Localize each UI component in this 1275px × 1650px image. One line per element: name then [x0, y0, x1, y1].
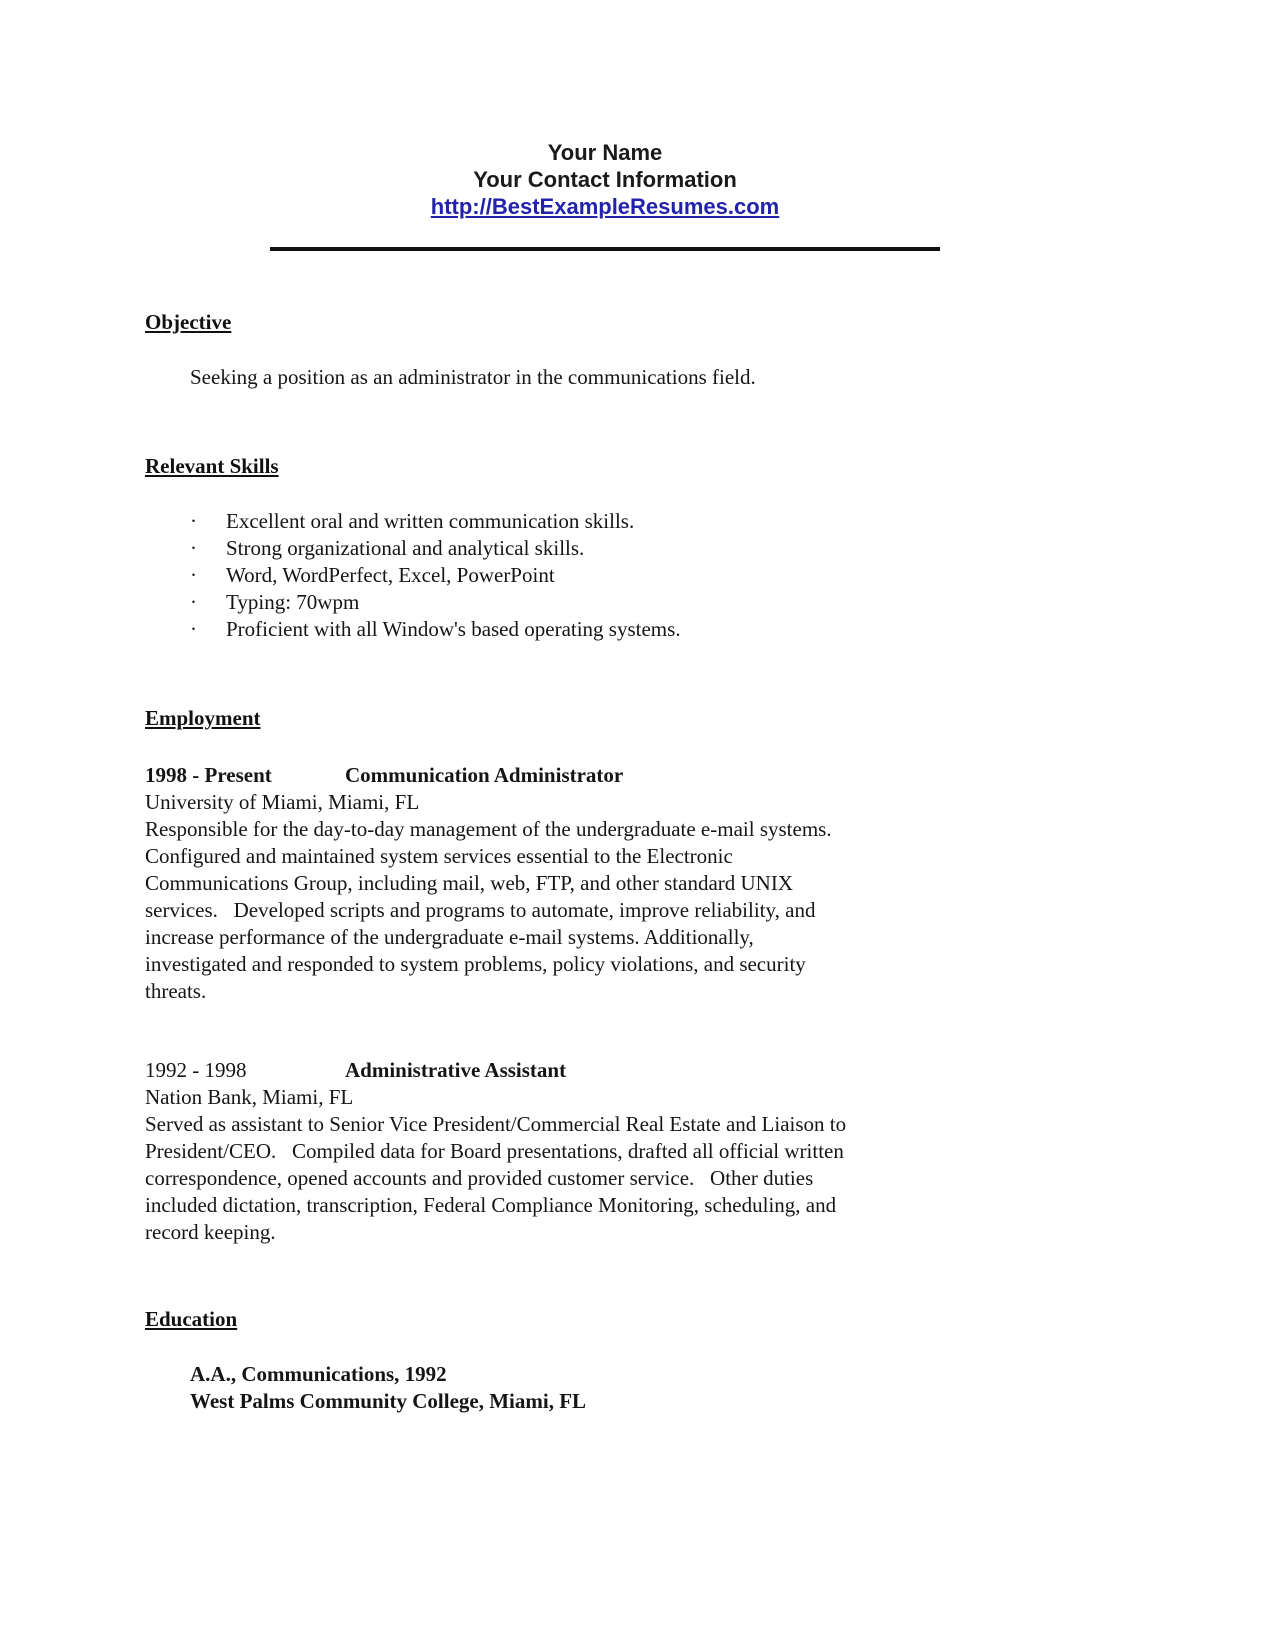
- objective-section: [145, 309, 1275, 391]
- person-name: Your Name: [547, 140, 663, 165]
- skill-item: · Strong organizational and analytical skills.: [190, 535, 1275, 562]
- skills-heading: Relevant Skills: [145, 454, 279, 478]
- objective-text: Seeking a position as an administrator in the communications field.: [190, 365, 756, 389]
- education-section: [145, 1306, 1275, 1415]
- skills-section: [145, 453, 1275, 643]
- job-description: Responsible for the day-to-day management of the undergraduate e-mail systems. Configured and maintained system services essential to the Electronic Communications Group, including mail, web, FTP, and other standard UNIX services. Developed scripts and programs to automate, improve reliability, and increase performance of the undergraduate e-mail systems. Additionally, investigated and responded to system problems, policy violations, and security threats.: [145, 817, 848, 1003]
- website-link[interactable]: http://BestExampleResumes.com: [430, 194, 780, 219]
- contact-info: Your Contact Information: [473, 167, 737, 192]
- job-employer: Nation Bank, Miami, FL: [145, 1085, 354, 1109]
- job-entry: [145, 762, 1275, 1005]
- skill-item: · Proficient with all Window's based operating systems.: [190, 616, 1275, 643]
- education-body: [190, 1361, 1275, 1415]
- employment-section: [145, 705, 1275, 1246]
- job-dates: 1998 - Present: [145, 763, 272, 787]
- skill-item: · Word, WordPerfect, Excel, PowerPoint: [190, 562, 1275, 589]
- job-description: Served as assistant to Senior Vice President/Commercial Real Estate and Liaison to President/CEO. Compiled data for Board presentations, drafted all official written correspondence, opened accounts and provided customer service. Other duties included dictation, transcription, Federal Compliance Monitoring, scheduling, and record keeping.: [145, 1112, 852, 1244]
- job-header: [145, 1057, 1275, 1084]
- job-title: Administrative Assistant: [345, 1058, 567, 1082]
- education-degree: A.A., Communications, 1992: [190, 1362, 447, 1386]
- skill-item: · Excellent oral and written communication skills.: [190, 508, 1275, 535]
- objective-heading: Objective: [145, 310, 232, 334]
- job-entry: [145, 1057, 1275, 1246]
- job-header: [145, 762, 1275, 789]
- employment-heading: Employment: [145, 706, 261, 730]
- resume-header: [270, 140, 940, 251]
- job-title: Communication Administrator: [345, 763, 624, 787]
- job-employer: University of Miami, Miami, FL: [145, 790, 420, 814]
- skill-item: · Typing: 70wpm: [190, 589, 1275, 616]
- skills-list: [190, 508, 1275, 643]
- education-school: West Palms Community College, Miami, FL: [190, 1389, 587, 1413]
- education-heading: Education: [145, 1307, 238, 1331]
- job-dates: 1992 - 1998: [145, 1058, 247, 1082]
